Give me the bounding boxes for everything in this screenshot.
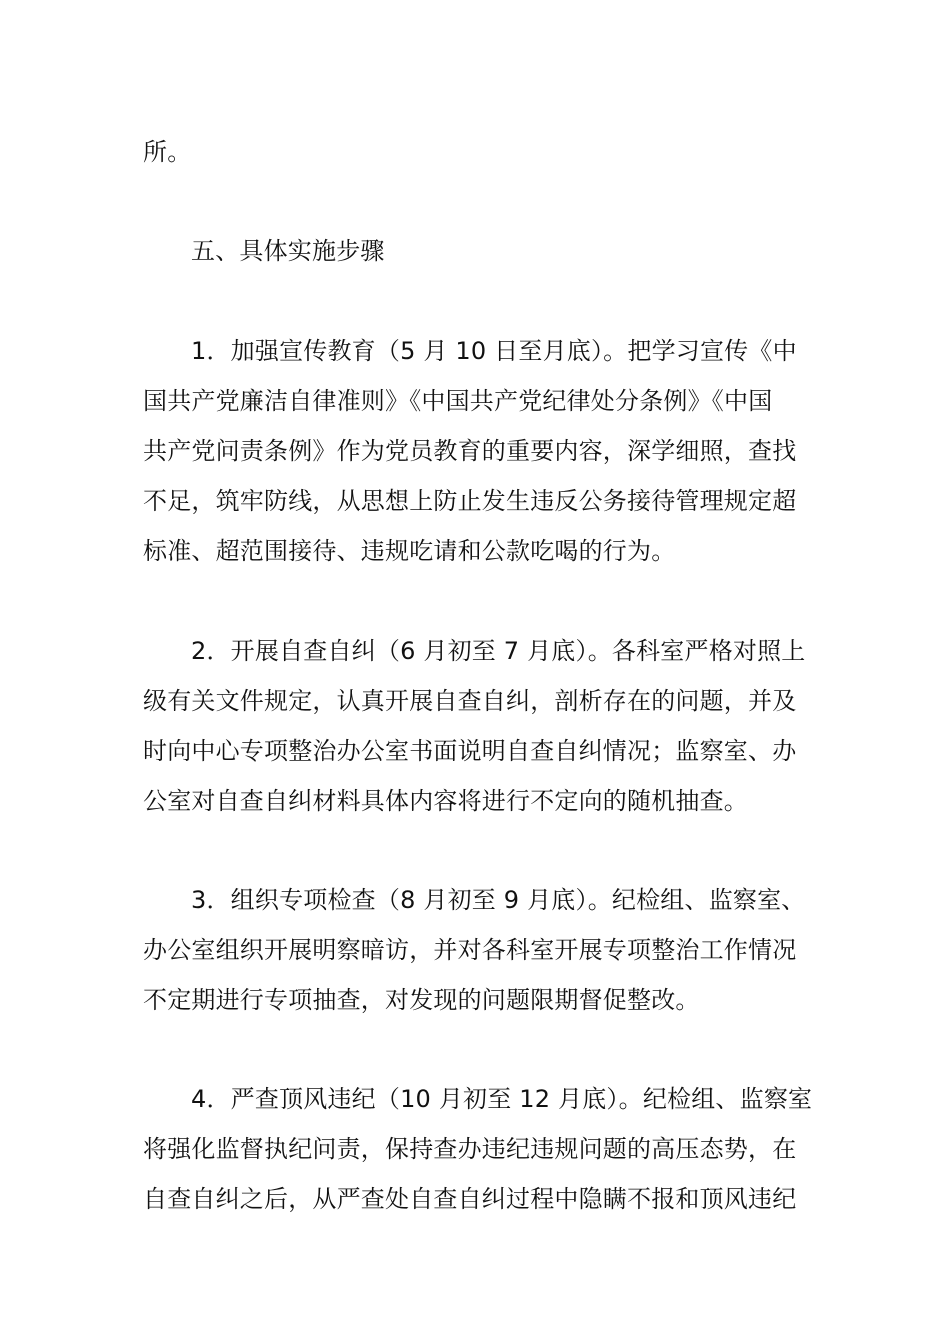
paragraph-3-line-2: 办公室组织开展明察暗访，并对各科室开展专项整治工作情况 bbox=[143, 936, 797, 964]
paragraph-3-line-1: 3．组织专项检查（8 月初至 9 月底）。纪检组、监察室、 bbox=[191, 886, 806, 914]
paragraph-4-line-3: 自查自纠之后，从严查处自查自纠过程中隐瞒不报和顶风违纪 bbox=[143, 1185, 797, 1213]
paragraph-1-line-5: 标准、超范围接待、违规吃请和公款吃喝的行为。 bbox=[143, 537, 676, 565]
paragraph-1-line-2: 国共产党廉洁自律准则》《中国共产党纪律处分条例》《中国 bbox=[143, 387, 773, 415]
paragraph-3-line-3: 不定期进行专项抽查，对发现的问题限期督促整改。 bbox=[143, 986, 700, 1014]
paragraph-2-line-2: 级有关文件规定，认真开展自查自纠，剖析存在的问题，并及 bbox=[143, 687, 797, 715]
section-heading: 五、具体实施步骤 bbox=[191, 237, 385, 265]
fragment-line: 所。 bbox=[143, 138, 192, 166]
paragraph-2-line-1: 2．开展自查自纠（6 月初至 7 月底）。各科室严格对照上 bbox=[191, 637, 806, 665]
paragraph-1-line-1: 1．加强宣传教育（5 月 10 日至月底）。把学习宣传《中 bbox=[191, 337, 797, 365]
paragraph-4-line-1: 4．严查顶风违纪（10 月初至 12 月底）。纪检组、监察室 bbox=[191, 1085, 813, 1113]
paragraph-1-line-4: 不足，筑牢防线，从思想上防止发生违反公务接待管理规定超 bbox=[143, 487, 797, 515]
paragraph-1-line-3: 共产党问责条例》作为党员教育的重要内容，深学细照，查找 bbox=[143, 437, 797, 465]
paragraph-2-line-4: 公室对自查自纠材料具体内容将进行不定向的随机抽查。 bbox=[143, 787, 748, 815]
paragraph-2-line-3: 时向中心专项整治办公室书面说明自查自纠情况；监察室、办 bbox=[143, 737, 797, 765]
paragraph-4-line-2: 将强化监督执纪问责，保持查办违纪违规问题的高压态势，在 bbox=[143, 1135, 797, 1163]
